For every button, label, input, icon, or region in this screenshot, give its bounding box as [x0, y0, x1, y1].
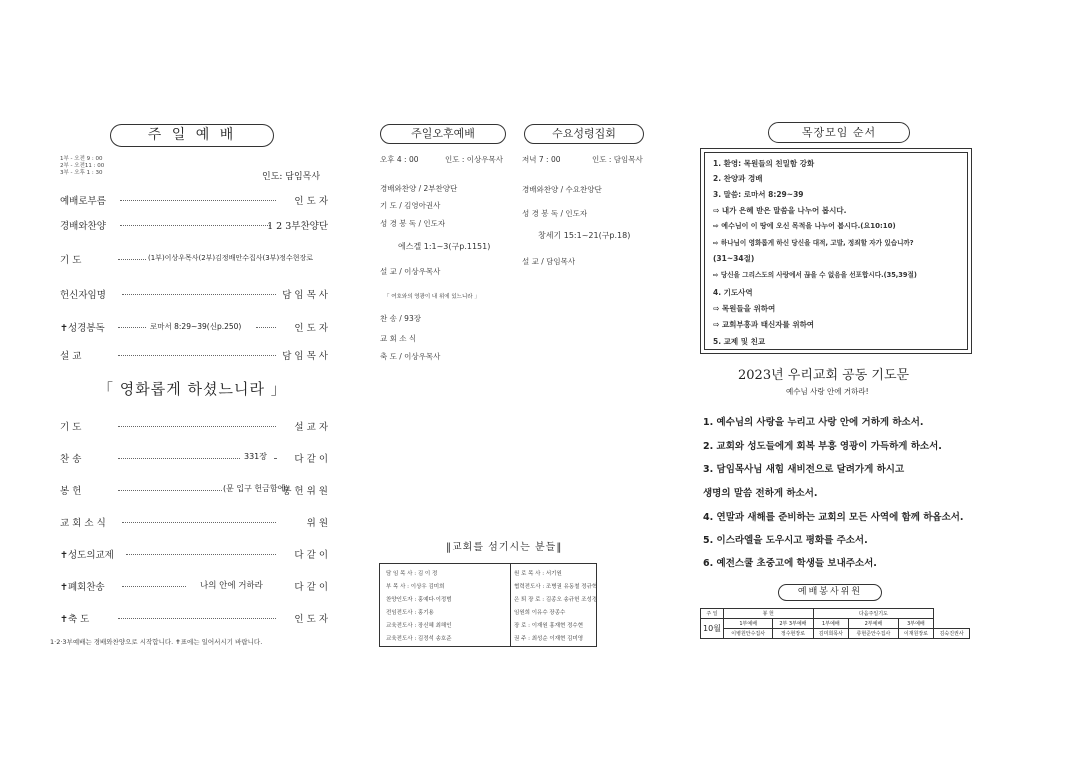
order-row — [60, 515, 328, 529]
scripture-ref: 로마서 8:29~39(신p.250) — [150, 322, 242, 331]
prayer-line: 3. 담임목사님 새힘 새비전으로 달려가게 하시고 — [703, 464, 905, 475]
order-label: 예배로부름 — [60, 196, 106, 207]
usher-left: 교육전도사 : 김정석 송호준 — [386, 636, 452, 642]
time-3: 3부 - 오후 1 : 30 — [60, 170, 103, 176]
order-row — [60, 348, 328, 362]
order-label: ✝폐회찬송 — [60, 582, 105, 593]
order-person: 인 도 자 — [294, 196, 328, 207]
order-label: 기 도 — [60, 422, 82, 433]
service-person: 류현준안수집사 — [849, 629, 898, 639]
afternoon-time: 오후 4 : 00 — [380, 155, 419, 164]
wednesday-leader: 인도 : 담임목사 — [592, 155, 643, 164]
service-person: 김숙진권사 — [934, 629, 970, 639]
afternoon-item: 교 회 소 식 — [380, 334, 417, 343]
meeting-line: 3. 말씀: 로마서 8:29~39 — [713, 190, 804, 199]
offering-note: (문 입구 헌금함에) — [223, 484, 289, 493]
meeting-line: (31~34절) — [713, 254, 755, 263]
sunday-times — [60, 156, 104, 177]
service-person: 이병원안수집사 — [724, 629, 773, 639]
order-row — [60, 579, 328, 593]
wednesday-item: 설 교 / 담임목사 — [522, 257, 576, 266]
meeting-line: 2. 찬양과 경배 — [713, 174, 763, 183]
hymn-number: 331장 — [244, 452, 267, 461]
afternoon-leader: 인도 : 이상우목사 — [445, 155, 504, 164]
service-sub: 2부예배 — [849, 619, 898, 629]
sunday-footnote: 1·2·3부예배는 경배와찬양으로 시작합니다. ✝표에는 일어서시기 바랍니다. — [50, 638, 263, 646]
sunday-service-title: 주 일 예 배 — [110, 124, 274, 147]
order-row — [60, 193, 328, 207]
order-row — [60, 252, 328, 266]
usher-left: 전임전도사 : 홍기용 — [386, 610, 434, 616]
usher-right: 은 퇴 장 로 : 김종오 송규헌 조성경 — [514, 597, 598, 603]
prayer-subtitle: 예수님 사랑 안에 거하라! — [786, 387, 869, 396]
usher-right: 권 주 : 최성순 이재현 김미영 — [514, 636, 584, 642]
meeting-line: ⇨ 내가 은혜 받은 말씀을 나누어 봅시다. — [713, 206, 847, 215]
usher-right: 원 로 목 사 : 서기원 — [514, 571, 562, 577]
afternoon-service-title: 주일오후예배 — [380, 124, 506, 144]
order-person: 인 도 자 — [294, 323, 328, 334]
order-person: 위 원 — [306, 518, 328, 529]
prayer-line: 1. 예수님의 사랑을 누리고 사랑 안에 거하게 하소서. — [703, 417, 924, 428]
meeting-line: ⇨ 교회부흥과 태신자를 위하여 — [713, 320, 815, 329]
service-month: 10월 — [701, 619, 724, 639]
order-label: 찬 송 — [60, 454, 82, 465]
time-2: 2부 - 오전11 : 00 — [60, 163, 105, 169]
service-person: 이재원장로 — [898, 629, 934, 639]
order-person: 설 교 자 — [294, 422, 328, 433]
meeting-line: ⇨ 하나님이 영화롭게 하신 당신을 대적, 고발, 정죄할 자가 있습니까? — [713, 239, 914, 247]
usher-left: 부 목 사 : 이상우 김미희 — [386, 584, 445, 590]
meeting-box — [700, 148, 972, 354]
ushers-title: 교회를 섬기시는 분들 — [452, 542, 557, 553]
meeting-line: 5. 교제 및 친교 — [713, 337, 766, 346]
service-person: 정수현장로 — [773, 629, 813, 639]
order-person: 다 같 이 — [294, 550, 328, 561]
order-label: 교 회 소 식 — [60, 518, 106, 529]
order-person: 담 임 목 사 — [282, 290, 328, 301]
order-person: 다 같 이 — [294, 582, 328, 593]
wednesday-scripture: 창세기 15:1~21(구p.18) — [538, 231, 631, 240]
meeting-line: ⇨ 목원들을 위하여 — [713, 304, 776, 313]
time-1: 1부 - 오전 9 : 00 — [60, 156, 103, 162]
usher-right: 임원희 이유수 장종수 — [514, 610, 566, 616]
order-person: 인 도 자 — [294, 614, 328, 625]
afternoon-scripture: 에스겔 1:1~3(구p.1151) — [398, 242, 491, 251]
order-row — [60, 451, 328, 465]
prayer-line: 6. 예전스쿨 초중고에 학생들 보내주소서. — [703, 558, 877, 569]
ushers-title-wrap: ‖교회를 섬기시는 분들‖ — [446, 542, 563, 553]
prayer-line: 4. 연말과 새해를 준비하는 교회의 모든 사역에 함께 하옵소서. — [703, 512, 964, 523]
order-row — [60, 287, 328, 301]
order-row — [60, 611, 328, 625]
afternoon-sermon-title: 「 여호와의 영광이 내 위에 있느니라 」 — [384, 294, 480, 300]
meeting-line: 4. 기도사역 — [713, 288, 753, 297]
meeting-line: ⇨ 예수님이 이 땅에 오신 목적을 나누어 봅시다.(요10:10) — [713, 222, 896, 230]
order-label: 경배와찬양 — [60, 221, 106, 232]
service-head-week: 주 일 — [701, 609, 724, 619]
ushers-table — [379, 563, 597, 647]
service-person: 김미희목사 — [813, 629, 849, 639]
meeting-title: 목장모임 순서 — [768, 122, 910, 143]
usher-left: 찬양인도자 : 홍예다·이정범 — [386, 597, 452, 603]
service-sub: 1부예배 — [813, 619, 849, 629]
usher-right: 장 로 : 이재원 홍재현 정수현 — [514, 623, 584, 629]
order-person: 담 임 목 사 — [282, 351, 328, 362]
afternoon-item: 성 경 봉 독 / 인도자 — [380, 219, 446, 228]
order-label: ✝성도의교제 — [60, 550, 114, 561]
order-person: 봉 헌 위 원 — [282, 486, 328, 497]
order-label: 설 교 — [60, 351, 82, 362]
afternoon-item: 경배와찬양 / 2부찬양단 — [380, 184, 458, 193]
order-person: 1 2 3부찬양단 — [267, 221, 328, 232]
wednesday-item: 성 경 봉 독 / 인도자 — [522, 209, 588, 218]
usher-left: 담 임 목 사 : 김 이 정 — [386, 571, 438, 577]
afternoon-item: 찬 송 / 93장 — [380, 314, 421, 323]
usher-right: 협력전도사 : 조병권 유동철 정규혁 — [514, 584, 598, 590]
order-person: 다 같 이 — [294, 454, 328, 465]
order-label: 봉 헌 — [60, 486, 82, 497]
wednesday-service-title: 수요성령집회 — [524, 124, 644, 144]
order-row — [60, 547, 328, 561]
afternoon-item: 기 도 / 김영아권사 — [380, 201, 441, 210]
order-row — [60, 483, 328, 497]
prayer-line: 5. 이스라엘을 도우시고 평화를 주소서. — [703, 535, 868, 546]
service-sub: 2부 3부예배 — [773, 619, 813, 629]
afternoon-item: 설 교 / 이상우목사 — [380, 267, 441, 276]
service-head-prayer: 다음주일기도 — [813, 609, 934, 619]
service-committee-title: 예배봉사위원 — [778, 584, 882, 601]
service-sub: 3부예배 — [898, 619, 934, 629]
service-head-offering: 봉 헌 — [724, 609, 814, 619]
afternoon-item: 축 도 / 이상우목사 — [380, 352, 441, 361]
order-label: 헌신자임명 — [60, 290, 106, 301]
meeting-line: ⇨ 당신을 그리스도의 사랑에서 끊을 수 없음을 선포합시다.(35,39절) — [713, 271, 917, 279]
usher-left: 교육전도사 : 장신혜 최해인 — [386, 623, 452, 629]
order-label: ✝성경봉독 — [60, 323, 105, 334]
sunday-leader: 인도: 담임목사 — [262, 172, 321, 182]
prayer-line: 2. 교회와 성도들에게 회복 부흥 영광이 가득하게 하소서. — [703, 441, 942, 452]
sermon-title: 「 영화롭게 하셨느니라 」 — [98, 380, 287, 398]
wednesday-time: 저녁 7 : 00 — [522, 155, 561, 164]
order-row — [60, 218, 328, 232]
meeting-line: 1. 환영: 목원들의 친밀함 강화 — [713, 159, 815, 168]
prayer-title: 2023년 우리교회 공동 기도문 — [738, 368, 910, 383]
order-label: ✝축 도 — [60, 614, 90, 625]
order-row — [60, 320, 328, 334]
order-row — [60, 419, 328, 433]
prayer-line: 생명의 말씀 전하게 하소서. — [703, 488, 818, 499]
wednesday-item: 경배와찬양 / 수요찬양단 — [522, 185, 602, 194]
order-label: 기 도 — [60, 255, 82, 266]
prayer-leaders: (1부)이상우목사(2부)김정배안수집사(3부)정수현장로 — [148, 254, 313, 262]
service-sub: 1부예배 — [724, 619, 773, 629]
service-table — [700, 608, 970, 639]
closing-hymn: 나의 안에 거하라 — [200, 581, 263, 591]
